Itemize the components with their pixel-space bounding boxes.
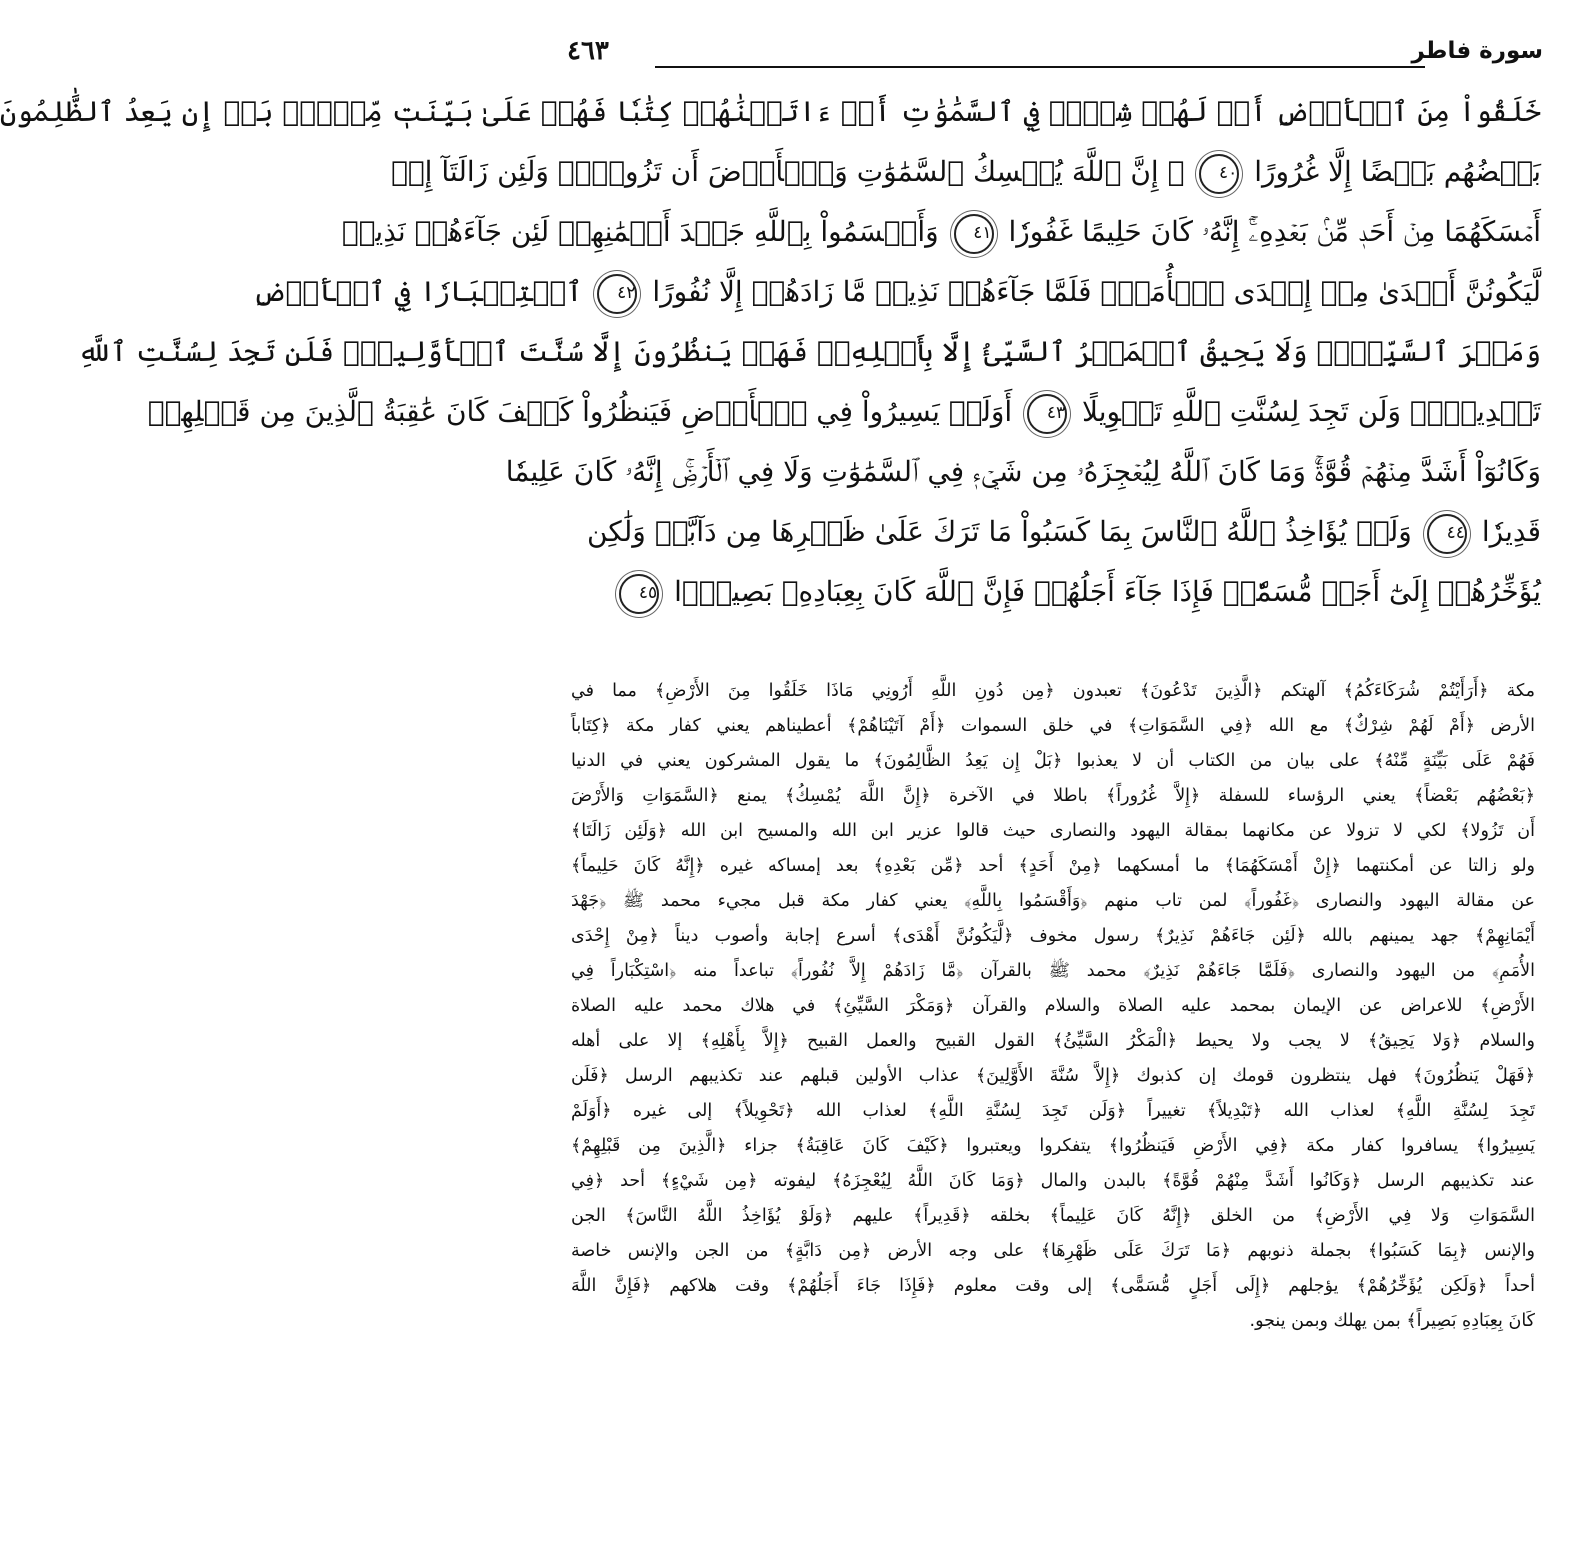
tafsir-line: والإنس ﴿بِمَا كَسَبُوا﴾ بجملة ذنوبهم ﴿مَا تَرَكَ عَلَى ظَهْرِهَا﴾ على وجه الأرض ﴿مِن دَابَّةٍ﴾ من الجن والإنس خاصة xyxy=(571,1241,1535,1261)
quran-line-text: بَعۡضُهُم بَعۡضًا إِلَّا غُرُورًا xyxy=(1254,155,1541,188)
tafsir-line: ﴿فَهَلْ يَنظُرُونَ﴾ فهل ينتظرون قومك إن كذبوك ﴿إِلاَّ سُنَّةَ الأَوَّلِينَ﴾ عذاب الأولين قبلهم عند تكذيبهم الرسل ﴿فَلَن xyxy=(571,1066,1535,1086)
ayah-number-marker: ٤٣ xyxy=(1027,394,1067,434)
tafsir-line: الأَرْضِ﴾ للاعراض عن الإيمان بمحمد عليه الصلاة والسلام والقرآن ﴿وَمَكْرَ السَّيِّئِ﴾ في هلاك محمد عليه الصلاة xyxy=(571,996,1535,1016)
page-header xyxy=(567,34,1543,78)
ayah-number-marker: ٤٢ xyxy=(597,274,637,314)
quran-line xyxy=(391,144,1541,200)
quran-line-text: خَلَقُواْ مِنَ ٱلۡأَرۡضِ أَمۡ لَهُمۡ شِرۡكٞ فِي ٱلسَّمَٰوَٰتِ أَمۡ ءَاتَيۡنَٰهُمۡ كِتَٰبٗا فَهُمۡ عَلَىٰ بَيِّنَتٖ مِّنۡهُۚ بَلۡ إِن يَعِدُ ٱلظَّٰلِمُونَ xyxy=(0,95,1541,128)
surah-name: سورة فاطر xyxy=(1411,38,1543,64)
ayah-number-marker: ٤٠ xyxy=(1199,154,1239,194)
quran-line xyxy=(77,324,1541,380)
quran-line xyxy=(147,384,1541,440)
tafsir-line: الأرض ﴿أَمْ لَهُمْ شِرْكٌ﴾ مع الله ﴿فِي السَّمَوَاتِ﴾ في خلق السموات ﴿أَمْ آتَيْنَاهُمْ﴾ أعطيناهم يعني كفار مكة ﴿كِتَاباً xyxy=(571,716,1535,736)
quran-line-text: أَمۡسَكَهُمَا مِنۡ أَحَدٖ مِّنۢ بَعۡدِهِۦٓۚ إِنَّهُۥ كَانَ حَلِيمًا غَفُورٗا xyxy=(1008,215,1541,248)
quran-line-text: أَوَلَمۡ يَسِيرُواْ فِي ٱلۡأَرۡضِ فَيَنظُرُواْ كَيۡفَ كَانَ عَٰقِبَةُ ٱلَّذِينَ مِن قَبۡلِهِمۡ xyxy=(147,395,1013,428)
quran-line-text: ۞ إِنَّ ٱللَّهَ يُمۡسِكُ ٱلسَّمَٰوَٰتِ وَٱلۡأَرۡضَ أَن تَزُولَاۚ وَلَئِن زَالَتَآ إِنۡ xyxy=(391,155,1185,188)
tafsir-line: أَن تَزُولا﴾ لكي لا تزولا عن مكانهما بمقالة اليهود والنصارى حيث قالوا عزير ابن الله والمسيح ابن الله ﴿وَلَئِن زَالَتَا﴾ xyxy=(571,821,1535,841)
tafsir-line: تَجِدَ لِسُنَّةِ اللَّهِ﴾ لعذاب الله ﴿تَبْدِيلاً﴾ تغييراً ﴿وَلَن تَجِدَ لِسُنَّةِ اللَّهِ﴾ لعذاب الله ﴿تَحْوِيلاً﴾ إلى غيره ﴿أَوَلَمْ xyxy=(571,1101,1535,1121)
quran-line xyxy=(252,264,1541,320)
ayah-number-marker: ٤٤ xyxy=(1427,514,1467,554)
quran-line-text: لَّيَكُونُنَّ أَهۡدَىٰ مِنۡ إِحۡدَى ٱلۡأُمَمِۖ فَلَمَّا جَآءَهُمۡ نَذِيرٞ مَّا زَادَهُمۡ إِلَّا نُفُورًا xyxy=(652,275,1541,308)
tafsir-line: مكة ﴿أَرَأَيْتُمْ شُرَكَاءَكُمُ﴾ آلهتكم ﴿الَّذِينَ تَدْعُونَ﴾ تعبدون ﴿مِن دُونِ اللَّهِ أَرُونِي مَاذَا خَلَقُوا مِنَ الأَرْضِ﴾ مما في xyxy=(571,681,1535,701)
quran-line-text: وَمَكۡرَ ٱلسَّيِّيِٕۚ وَلَا يَحِيقُ ٱلۡمَكۡرُ ٱلسَّيِّئُ إِلَّا بِأَهۡلِهِۦۚ فَهَلۡ يَنظُرُونَ إِلَّا سُنَّتَ ٱلۡأَوَّلِينَۚ فَلَن تَجِدَ لِسُنَّتِ ٱللَّهِ xyxy=(77,335,1541,368)
tafsir-line: فَهُمْ عَلَى بَيِّنَةٍ مِّنْهُ﴾ على بيان من الكتاب أن لا يعذبوا ﴿بَلْ إِن يَعِدُ الظَّالِمُونَ﴾ ما يقول المشركون يعني في الدنيا xyxy=(571,751,1535,771)
tafsir-line: ﴿بَعْضُهُم بَعْضاً﴾ يعني الرؤساء للسفلة ﴿إِلاَّ غُرُوراً﴾ باطلا في الآخرة ﴿إِنَّ اللَّهَ يُمْسِكُ﴾ يمنع ﴿السَّمَوَاتِ وَالأَرْضَ xyxy=(571,786,1535,806)
quran-line xyxy=(587,564,1541,620)
quran-text-block xyxy=(0,84,1542,639)
ayah-number-marker: ٤١ xyxy=(954,214,994,254)
tafsir-line: كَانَ بِعِبَادِهِ بَصِيراً﴾ بمن يهلك وبمن ينجو. xyxy=(1249,1311,1535,1331)
quran-line-text: وَأَقۡسَمُواْ بِٱللَّهِ جَهۡدَ أَيۡمَٰنِهِمۡ لَئِن جَآءَهُمۡ نَذِيرٞ xyxy=(341,215,939,248)
tafsir-line: يَسِيرُوا﴾ يسافروا كفار مكة ﴿فِي الأَرْضِ فَيَنظُرُوا﴾ يتفكروا ويعتبروا ﴿كَيْفَ كَانَ عَاقِبَةُ﴾ جزاء ﴿الَّذِينَ مِن قَبْلِهِمْ﴾ xyxy=(571,1136,1535,1156)
quran-line-text: وَلَوۡ يُؤَاخِذُ ٱللَّهُ ٱلنَّاسَ بِمَا كَسَبُواْ مَا تَرَكَ عَلَىٰ ظَهۡرِهَا مِن دَآبَّةٖ وَلَٰكِن xyxy=(587,515,1412,548)
tafsir-text-block xyxy=(571,672,1535,1512)
tafsir-line: عند تكذيبهم الرسل ﴿وَكَانُوا أَشَدَّ مِنْهُمْ قُوَّةً﴾ بالبدن والمال ﴿وَمَا كَانَ اللَّهُ لِيُعْجِزَهُ﴾ ليفوته ﴿مِن شَيْءٍ﴾ أحد ﴿فِي xyxy=(571,1171,1535,1191)
quran-line-text: قَدِيرٗا xyxy=(1481,515,1542,548)
quran-line xyxy=(587,504,1541,560)
quran-line-text: يُؤَخِّرُهُمۡ إِلَىٰٓ أَجَلٖ مُّسَمّٗىۖ فَإِذَا جَآءَ أَجَلُهُمۡ فَإِنَّ ٱللَّهَ كَانَ بِعِبَادِهِۦ بَصِيرَۢا xyxy=(674,575,1541,608)
tafsir-line: السَّمَوَاتِ وَلا فِي الأَرْضِ﴾ من الخلق ﴿إِنَّهُ كَانَ عَلِيماً﴾ بخلقه ﴿قَدِيراً﴾ عليهم ﴿وَلَوْ يُؤَاخِذُ اللَّهُ النَّاسَ﴾ الجن xyxy=(571,1206,1535,1226)
page-number: ٤٦٣ xyxy=(567,36,609,66)
quran-line xyxy=(0,84,1541,140)
tafsir-line: عن مقالة اليهود والنصارى ﴿غَفُوراً﴾ لمن تاب منهم ﴿وَأَقْسَمُوا بِاللَّهِ﴾ يعني كفار مكة قبل مجيء محمد ﷺ ﴿جَهْدَ xyxy=(571,891,1535,911)
quran-line-text: تَبۡدِيلٗاۖ وَلَن تَجِدَ لِسُنَّتِ ٱللَّهِ تَحۡوِيلًا xyxy=(1082,395,1541,428)
header-rule xyxy=(655,66,1425,68)
tafsir-line: ولو زالتا عن أمكنتهما ﴿إِنْ أَمْسَكَهُمَا﴾ ما أمسكهما ﴿مِنْ أَحَدٍ﴾ أحد ﴿مِّن بَعْدِهِ﴾ بعد إمساكه غيره ﴿إِنَّهُ كَانَ حَلِيماً﴾ xyxy=(571,856,1535,876)
tafsir-line: الأُمَمِ﴾ من اليهود والنصارى ﴿فَلَمَّا جَاءَهُمْ نَذِيرٌ﴾ محمد ﷺ بالقرآن ﴿مَّا زَادَهُمْ إِلاَّ نُفُوراً﴾ تباعداً منه ﴿اسْتِكْبَاراً فِي xyxy=(571,961,1535,981)
quran-line-text: ٱسۡتِكۡبَارٗا فِي ٱلۡأَرۡضِ xyxy=(252,275,583,308)
quran-line xyxy=(505,444,1541,500)
tafsir-line: أَيْمَانِهِمْ﴾ جهد يمينهم بالله ﴿لَئِن جَاءَهُمْ نَذِيرٌ﴾ رسول مخوف ﴿لَّيَكُونُنَّ أَهْدَى﴾ أسرع إجابة وأصوب ديناً ﴿مِنْ إِحْدَى xyxy=(571,926,1535,946)
quran-line-text: وَكَانُوٓاْ أَشَدَّ مِنۡهُمۡ قُوَّةٗۚ وَمَا كَانَ ٱللَّهُ لِيُعۡجِزَهُۥ مِن شَيۡءٖ فِي ٱلسَّمَٰوَٰتِ وَلَا فِي ٱلۡأَرۡضِۚ إِنَّهُۥ كَانَ عَلِيمٗا xyxy=(505,455,1541,488)
tafsir-line: أحداً ﴿وَلَكِن يُؤَخِّرُهُمْ﴾ يؤجلهم ﴿إِلَى أَجَلٍ مُّسَمًّى﴾ إلى وقت معلوم ﴿فَإِذَا جَاءَ أَجَلُهُمْ﴾ وقت هلاكهم ﴿فَإِنَّ اللَّهَ xyxy=(571,1276,1535,1296)
tafsir-line: والسلام ﴿وَلا يَحِيقُ﴾ لا يجب ولا يحيط ﴿الْمَكْرُ السَّيِّئُ﴾ القول القبيح والعمل القبيح ﴿إِلاَّ بِأَهْلِهِ﴾ إلا على أهله xyxy=(571,1031,1535,1051)
ayah-number-marker: ٤٥ xyxy=(619,574,659,614)
quran-line xyxy=(341,204,1541,260)
